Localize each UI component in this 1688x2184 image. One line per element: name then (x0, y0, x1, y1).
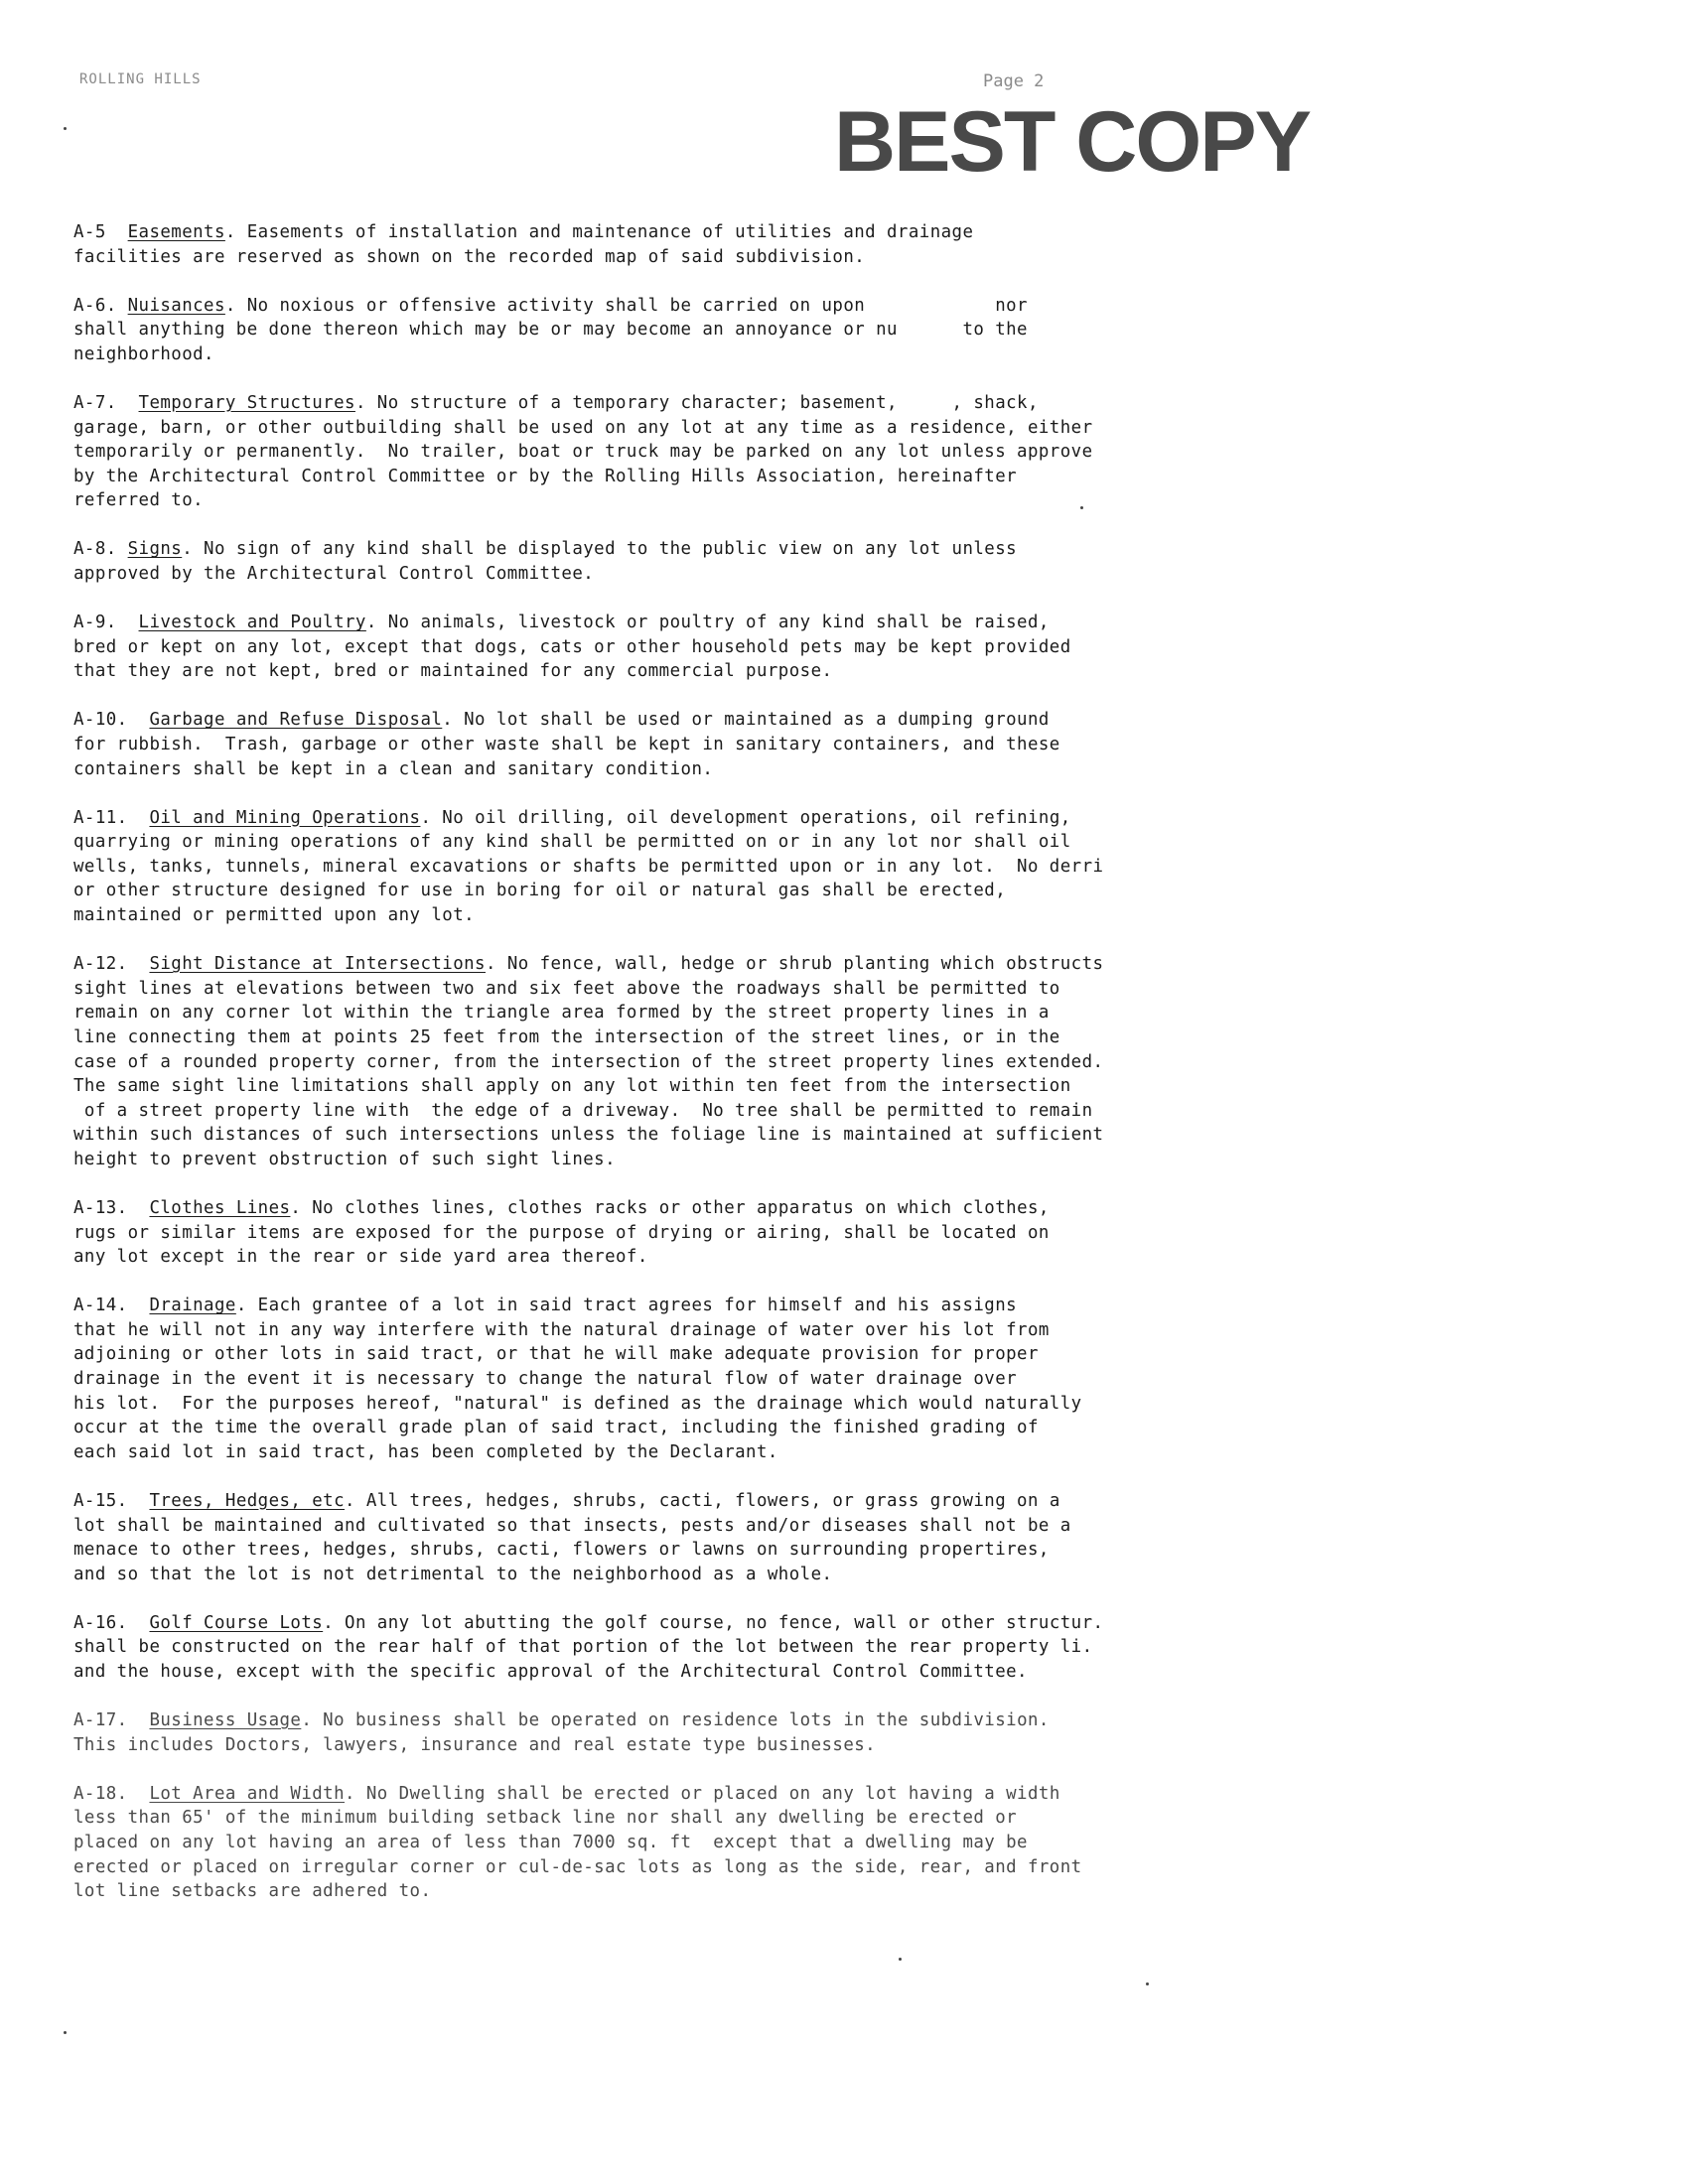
section-a13 (73, 1196, 1245, 1270)
section-a18 (73, 1782, 1245, 1904)
section-title: Nuisances (127, 295, 225, 316)
section-a9 (73, 611, 1245, 684)
section-number: A-7. (73, 392, 117, 413)
section-number: A-6. (73, 295, 117, 316)
section-text: sight lines at elevations between two and six feet above the roadways shall be permitted to remain on any corner lot within the triangle area formed by the street property lines in a line connecting them at points 25 feet from the intersection of the street lines, or in the case of a rounded property corner, from the intersection of the street property lines extended. The same sight line limitations shall apply on any lot within ten feet from the intersection of a street property line with the edge of a driveway. No tree shall be permitted to remain within such distances of such intersections unless the foliage line is maintained at sufficient height to prevent obstruction of such sight lines. (73, 978, 1104, 1169)
covenants-body (73, 220, 1245, 1904)
section-number: A-17. (73, 1710, 128, 1731)
section-text-first: . No Dwelling shall be erected or placed on any lot having a width (345, 1783, 1060, 1804)
section-a16 (73, 1611, 1245, 1685)
section-a5 (73, 220, 1245, 269)
section-text: This includes Doctors, lawyers, insurance and real estate type businesses. (73, 1734, 877, 1755)
scan-speck (1146, 1982, 1149, 1985)
scan-speck (64, 2031, 67, 2034)
section-text-first: . No clothes lines, clothes racks or other apparatus on which clothes, (290, 1198, 1050, 1218)
section-number: A-15. (73, 1490, 128, 1511)
section-text: lot shall be maintained and cultivated so that insects, pests and/or diseases shall not be a menace to other trees, hedges, shrubs, cacti, flowers or lawns on surrounding propertires, and so that the lot is not detrimental to the neighborhood as a whole. (73, 1515, 1071, 1584)
section-text: shall anything be done thereon which may be or may become an annoyance or nu to the neighborhood. (73, 320, 1028, 364)
section-a17 (73, 1708, 1245, 1757)
section-number: A-8. (73, 539, 117, 560)
section-number: A-18. (73, 1783, 128, 1804)
section-text-first: . No structure of a temporary character; basement, , shack, (354, 392, 1039, 413)
section-text-first: . No fence, wall, hedge or shrub planting which obstructs (485, 954, 1104, 975)
section-a14 (73, 1294, 1245, 1464)
section-title: Temporary Structures (138, 392, 355, 413)
section-text: quarrying or mining operations of any kind shall be permitted on or in any lot nor shall oil wells, tanks, tunnels, mineral excavations or shafts be permitted upon or in any lot. No derri or other structure designed for use in boring for oil or natural gas shall be erected, maintained or permitted upon any lot. (73, 832, 1104, 926)
section-lead (128, 1613, 150, 1633)
section-title: Oil and Mining Operations (149, 807, 421, 828)
section-a8 (73, 537, 1245, 586)
section-lead (117, 296, 128, 316)
section-title: Business Usage (149, 1710, 302, 1731)
document-running-head: ROLLING HILLS (79, 71, 202, 87)
section-text-first: . No noxious or offensive activity shall be carried on upon nor (224, 295, 1028, 316)
section-lead (128, 1784, 150, 1804)
section-number: A-14. (73, 1296, 128, 1316)
section-text: bred or kept on any lot, except that dogs, cats or other household pets may be kept provided that they are not kept, bred or maintained for any commercial purpose. (73, 636, 1071, 682)
section-lead (128, 954, 150, 974)
section-lead (128, 808, 150, 828)
section-text: rugs or similar items are exposed for the purpose of drying or airing, shall be located on any lot except in the rear or side yard area thereof. (73, 1222, 1050, 1268)
scan-speck (1080, 506, 1083, 509)
section-title: Golf Course Lots (149, 1612, 324, 1633)
section-text-first: . No lot shall be used or maintained as a dumping ground (442, 710, 1050, 731)
section-a10 (73, 708, 1245, 781)
section-lead (106, 222, 128, 242)
section-text: garage, barn, or other outbuilding shall be used on any lot at any time as a residence, either temporarily or permanently. No trailer, boat or truck may be parked on any lot unless approve by the Architectural Control Committee or by the Rolling Hills Association, hereinafter referred to. (73, 417, 1093, 511)
section-text: less than 65' of the minimum building setback line nor shall any dwelling be erected or placed on any lot having an area of less than 7000 sq. ft except that a dwelling may be erected or placed on irregular corner or cul-de-sac lots as long as the side, rear, and front lot line setbacks are adhered to. (73, 1808, 1082, 1902)
section-number: A-10. (73, 710, 128, 731)
section-text-first: . No sign of any kind shall be displayed to the public view on any lot unless (182, 539, 1018, 560)
section-number: A-11. (73, 807, 128, 828)
section-text-first: . No business shall be operated on residence lots in the subdivision. (301, 1710, 1050, 1731)
section-lead (128, 710, 150, 730)
section-title: Garbage and Refuse Disposal (149, 710, 443, 731)
section-title: Trees, Hedges, etc (149, 1490, 346, 1511)
section-lead (128, 1491, 150, 1511)
section-text-first: . No oil drilling, oil development operations, oil refining, (420, 807, 1071, 828)
section-text-first: . Easements of installation and maintenance of utilities and drainage (224, 222, 974, 242)
section-text-first: . All trees, hedges, shrubs, cacti, flowers, or grass growing on a (345, 1490, 1060, 1511)
section-title: Lot Area and Width (149, 1783, 346, 1804)
section-title: Easements (127, 222, 225, 242)
section-a12 (73, 952, 1245, 1171)
section-title: Signs (127, 539, 183, 560)
section-lead (128, 1296, 150, 1315)
section-number: A-16. (73, 1612, 128, 1633)
section-a11 (73, 806, 1245, 928)
scan-speck (899, 1958, 902, 1961)
section-text: for rubbish. Trash, garbage or other waste shall be kept in sanitary containers, and these containers shall be kept in a clean and sanitary condition. (73, 735, 1060, 779)
section-title: Clothes Lines (149, 1198, 291, 1218)
section-text: that he will not in any way interfere with the natural drainage of water over his lot from adjoining or other lots in said tract, or that he will make adequate provision for proper drainage in the event it is necessary to change the natural flow of water drainage over his lot. For the purposes hereof, "natural" is defined as the drainage which would naturally occur at the time the overall grade plan of said tract, including the finished grading of each said lot in said tract, has been completed by the Declarant. (73, 1319, 1082, 1462)
best-copy-stamp: BEST COPY (834, 94, 1310, 190)
section-text-first: . On any lot abutting the golf course, no fence, wall or other structur. (323, 1612, 1104, 1633)
section-number: A-9. (73, 613, 117, 633)
section-a15 (73, 1489, 1245, 1586)
section-a7 (73, 391, 1245, 513)
section-text-first: . Each grantee of a lot in said tract agrees for himself and his assigns (235, 1296, 1018, 1316)
section-number: A-5 (73, 222, 106, 242)
section-number: A-13. (73, 1198, 128, 1218)
section-text: facilities are reserved as shown on the recorded map of said subdivision. (73, 246, 866, 267)
scan-speck (64, 127, 67, 130)
section-title: Livestock and Poultry (138, 613, 366, 633)
section-number: A-12. (73, 954, 128, 975)
section-lead (117, 539, 128, 559)
section-text: shall be constructed on the rear half of that portion of the lot between the rear property li. and the house, except with the specific approval of the Architectural Control Committee. (73, 1637, 1093, 1682)
section-lead (117, 613, 139, 632)
section-text: approved by the Architectural Control Committee. (73, 564, 595, 585)
section-lead (128, 1198, 150, 1218)
section-text-first: . No animals, livestock or poultry of any kind shall be raised, (365, 613, 1050, 633)
page-number: Page 2 (983, 71, 1045, 91)
section-lead (128, 1710, 150, 1730)
section-title: Sight Distance at Intersections (149, 954, 486, 975)
section-a6 (73, 294, 1245, 367)
section-title: Drainage (149, 1296, 236, 1316)
section-lead (117, 393, 139, 413)
